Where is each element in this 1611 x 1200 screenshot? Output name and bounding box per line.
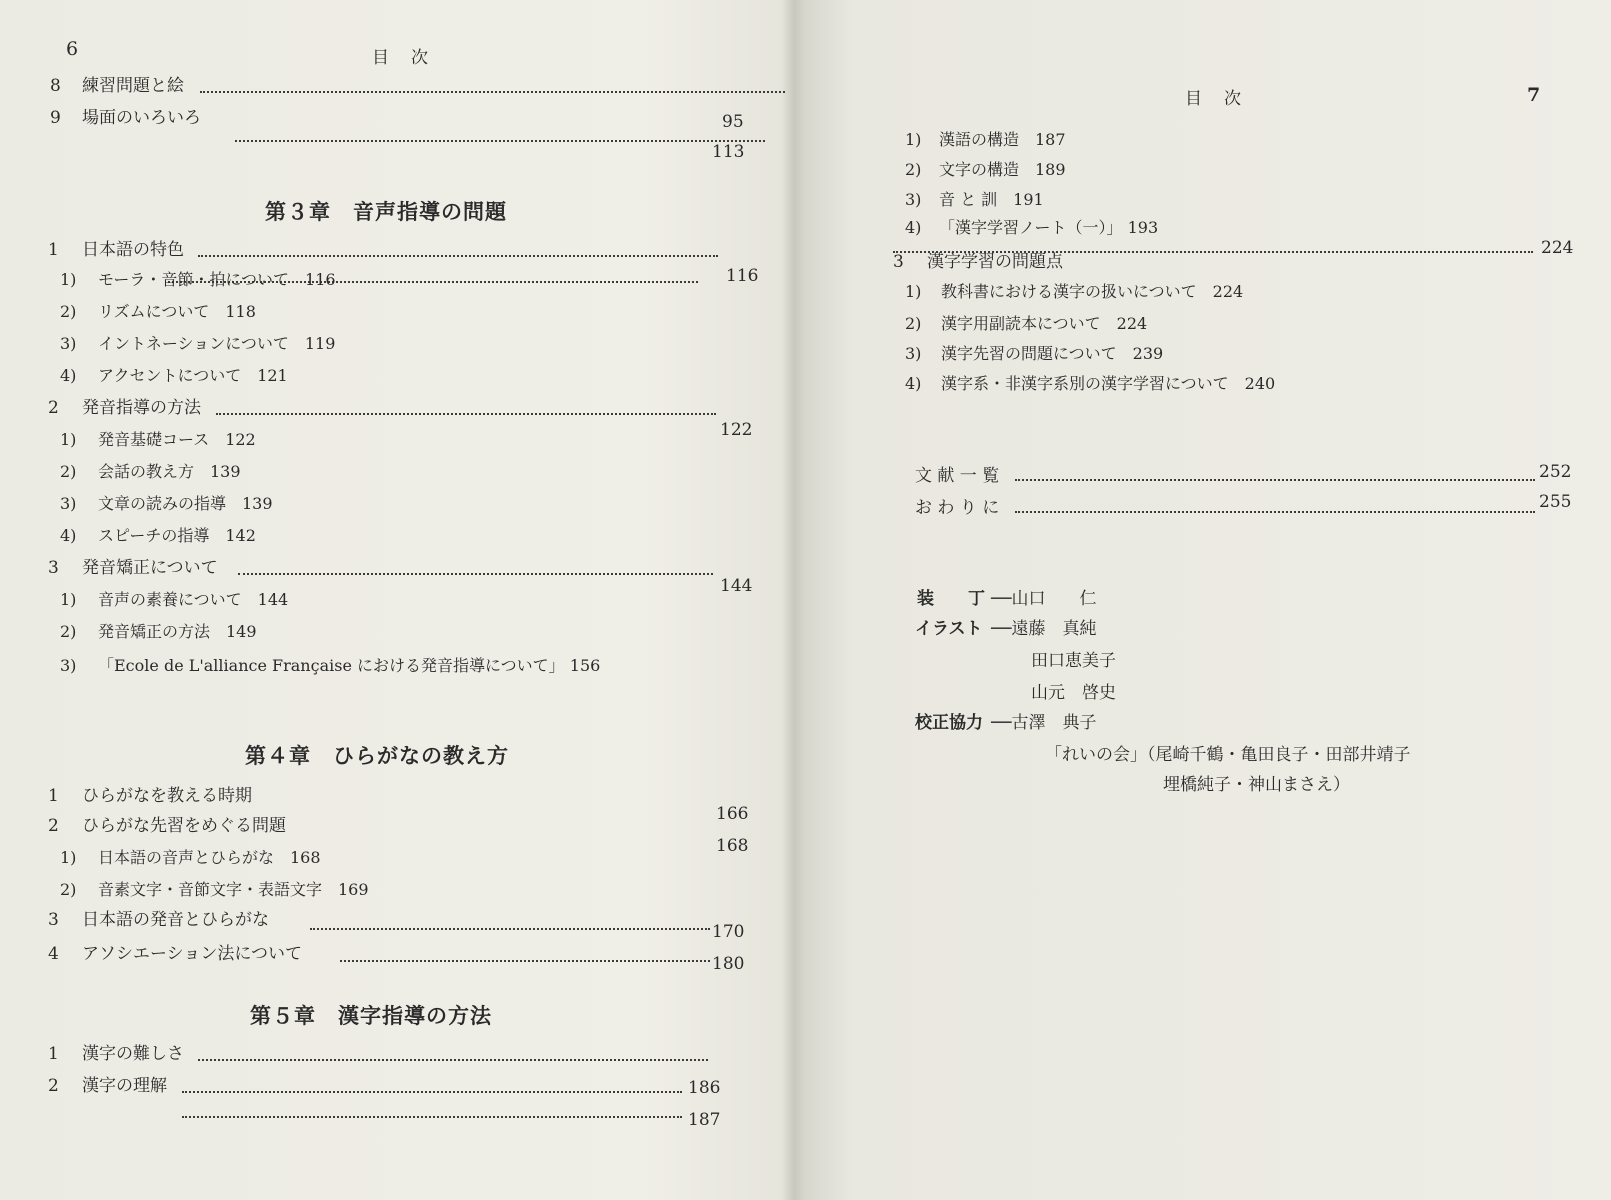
entry-number: 1) xyxy=(60,848,77,867)
entry-title: 漢語の構造 187 xyxy=(939,130,1066,149)
toc-entry xyxy=(48,782,748,810)
entry-title: 文字の構造 189 xyxy=(939,160,1066,179)
entry-page: 180 xyxy=(712,954,745,974)
entry-title: ひらがなを教える時期 xyxy=(82,786,252,806)
entry-number: 2) xyxy=(60,622,77,641)
entry-page: 122 xyxy=(720,420,753,440)
entry-number: 9 xyxy=(50,108,61,128)
chapter-title: 第４章 ひらがなの教え方 xyxy=(245,743,509,768)
leader-dots xyxy=(182,1116,682,1118)
entry-number: 1) xyxy=(60,590,77,609)
toc-entry xyxy=(50,72,740,100)
leader-dots xyxy=(310,928,710,930)
entry-number: 3) xyxy=(60,494,77,513)
entry-number: 4) xyxy=(905,374,922,393)
entry-title: 発音指導の方法 xyxy=(82,398,201,418)
entry-number: 2) xyxy=(905,314,922,333)
entry-page: 186 xyxy=(688,1078,721,1098)
entry-title: 教科書における漢字の扱いについて 224 xyxy=(941,282,1244,301)
toc-entry xyxy=(915,494,1575,522)
entry-page: 95 xyxy=(722,112,744,132)
entry-number: 2 xyxy=(48,398,59,418)
right-page xyxy=(805,0,1611,1200)
running-header: 目次 xyxy=(372,48,450,68)
leader-dots xyxy=(216,413,716,415)
leader-dots xyxy=(198,1059,708,1061)
entry-number: 1) xyxy=(60,270,77,289)
entry-title: アソシエーション法について xyxy=(82,944,302,964)
entry-title: スピーチの指導 142 xyxy=(98,526,256,545)
entry-title: 日本語の特色 xyxy=(82,240,184,260)
entry-title: 文 献 一 覧 xyxy=(915,466,1000,486)
entry-title: 漢字先習の問題について 239 xyxy=(941,344,1164,363)
entry-number: 2 xyxy=(48,816,59,836)
entry-title: リズムについて 118 xyxy=(98,302,256,321)
entry-number: 4) xyxy=(60,366,77,385)
chapter-title: 第３章 音声指導の問題 xyxy=(265,199,507,224)
entry-number: 2) xyxy=(60,462,77,481)
entry-number: 3 xyxy=(893,252,904,272)
leader-dots xyxy=(198,255,718,257)
entry-number: 4) xyxy=(905,218,922,237)
entry-page: 144 xyxy=(720,576,753,596)
credit-role: 装 丁 xyxy=(917,589,985,609)
entry-number: 1) xyxy=(905,130,922,149)
entry-number: 3) xyxy=(905,344,922,363)
entry-title: 文章の読みの指導 139 xyxy=(98,494,273,513)
entry-title: 音 と 訓 191 xyxy=(939,190,1044,209)
entry-number: 2) xyxy=(905,160,922,179)
toc-entry xyxy=(48,804,749,856)
leader-dots xyxy=(340,960,710,962)
entry-number: 3) xyxy=(905,190,922,209)
toc-entry xyxy=(48,1072,748,1130)
credit-name: 「れいの会」（尾崎千鶴・亀田良子・田部井靖子 xyxy=(1045,745,1411,765)
entry-title: 「Ecole de L'alliance Française における発音指導について」 156 xyxy=(98,656,601,675)
entry-number: 4) xyxy=(60,526,77,545)
entry-title: 音素文字・音節文字・表語文字 169 xyxy=(98,880,369,899)
entry-page: 113 xyxy=(712,142,745,162)
entry-number: 3) xyxy=(60,656,77,675)
toc-entry xyxy=(48,554,753,596)
leader-dots xyxy=(1015,511,1535,513)
entry-title: お わ り に xyxy=(915,498,1000,518)
toc-entry xyxy=(48,236,748,264)
entry-title: 日本語の音声とひらがな 168 xyxy=(98,848,321,867)
entry-number: 2) xyxy=(60,302,77,321)
entry-title: 「漢字学習ノート（一）」 193 xyxy=(939,218,1159,237)
entry-title: 発音矯正の方法 149 xyxy=(98,622,257,641)
leader-dots xyxy=(1015,479,1535,481)
toc-entry xyxy=(893,248,1593,276)
entry-number: 3 xyxy=(48,558,59,578)
entry-number: 2) xyxy=(60,880,77,899)
entry-title: イントネーションについて 119 xyxy=(98,334,336,353)
entry-title: 場面のいろいろ xyxy=(82,108,201,128)
entry-title: 漢字の難しさ xyxy=(82,1044,184,1064)
leader-dots xyxy=(238,573,713,575)
entry-title: 漢字系・非漢字系別の漢字学習について 240 xyxy=(941,374,1276,393)
entry-number: 8 xyxy=(50,76,61,96)
entry-number: 2 xyxy=(48,1076,59,1096)
entry-title: 練習問題と絵 xyxy=(82,76,184,96)
entry-page: 166 xyxy=(716,804,749,824)
entry-title: 会話の教え方 139 xyxy=(98,462,241,481)
entry-title: アクセントについて 121 xyxy=(98,366,288,385)
entry-number: 1 xyxy=(48,240,59,260)
entry-title: 音声の素養について 144 xyxy=(98,590,289,609)
leader-dots xyxy=(235,140,765,142)
entry-title: 漢字学習の問題点 xyxy=(927,252,1063,272)
toc-entry xyxy=(50,104,740,132)
credit-name: ──遠藤 真純 xyxy=(991,619,1097,639)
entry-page: 168 xyxy=(716,836,749,856)
left-page xyxy=(0,0,795,1200)
toc-entry xyxy=(48,940,748,974)
entry-page: 170 xyxy=(712,922,745,942)
entry-page: 187 xyxy=(688,1110,721,1130)
credit-name: 山元 啓史 xyxy=(1031,683,1116,703)
entry-title: 漢字の理解 xyxy=(82,1076,167,1096)
entry-number: 3) xyxy=(60,334,77,353)
entry-number: 1 xyxy=(48,786,59,806)
entry-page: 116 xyxy=(726,266,759,286)
entry-page: 252 xyxy=(1539,462,1572,482)
entry-title: ひらがな先習をめぐる問題 xyxy=(82,816,286,836)
chapter-title: 第５章 漢字指導の方法 xyxy=(250,1003,492,1028)
entry-number: 1) xyxy=(905,282,922,301)
entry-title: 日本語の発音とひらがな xyxy=(82,910,269,930)
credit-name: 田口恵美子 xyxy=(1031,651,1116,671)
entry-title: モーラ・音節・拍について 116 xyxy=(98,270,336,289)
credit-role: イラスト xyxy=(915,619,983,639)
entry-title: 漢字用副読本について 224 xyxy=(941,314,1148,333)
entry-number: 1) xyxy=(60,430,77,449)
running-header: 目次 xyxy=(1185,89,1263,109)
credit-name: ──古澤 典子 xyxy=(991,713,1097,733)
toc-entry xyxy=(48,906,748,942)
leader-dots xyxy=(182,1091,682,1093)
page-number: 6 xyxy=(66,38,79,60)
toc-entry xyxy=(48,1040,748,1068)
credit-role: 校正協力 xyxy=(915,713,983,733)
credit-name: 埋橋純子・神山まさえ） xyxy=(1163,775,1350,795)
entry-title: 発音矯正について xyxy=(82,558,218,578)
entry-page: 255 xyxy=(1539,492,1572,512)
page-number: 7 xyxy=(1527,84,1541,106)
credit-name: ──山口 仁 xyxy=(991,589,1097,609)
entry-page: 224 xyxy=(1541,238,1574,258)
entry-number: 4 xyxy=(48,944,59,964)
entry-number: 1 xyxy=(48,1044,59,1064)
entry-number: 3 xyxy=(48,910,59,930)
leader-dots xyxy=(200,91,785,93)
entry-title: 発音基礎コース 122 xyxy=(98,430,256,449)
toc-entry xyxy=(915,462,1575,490)
